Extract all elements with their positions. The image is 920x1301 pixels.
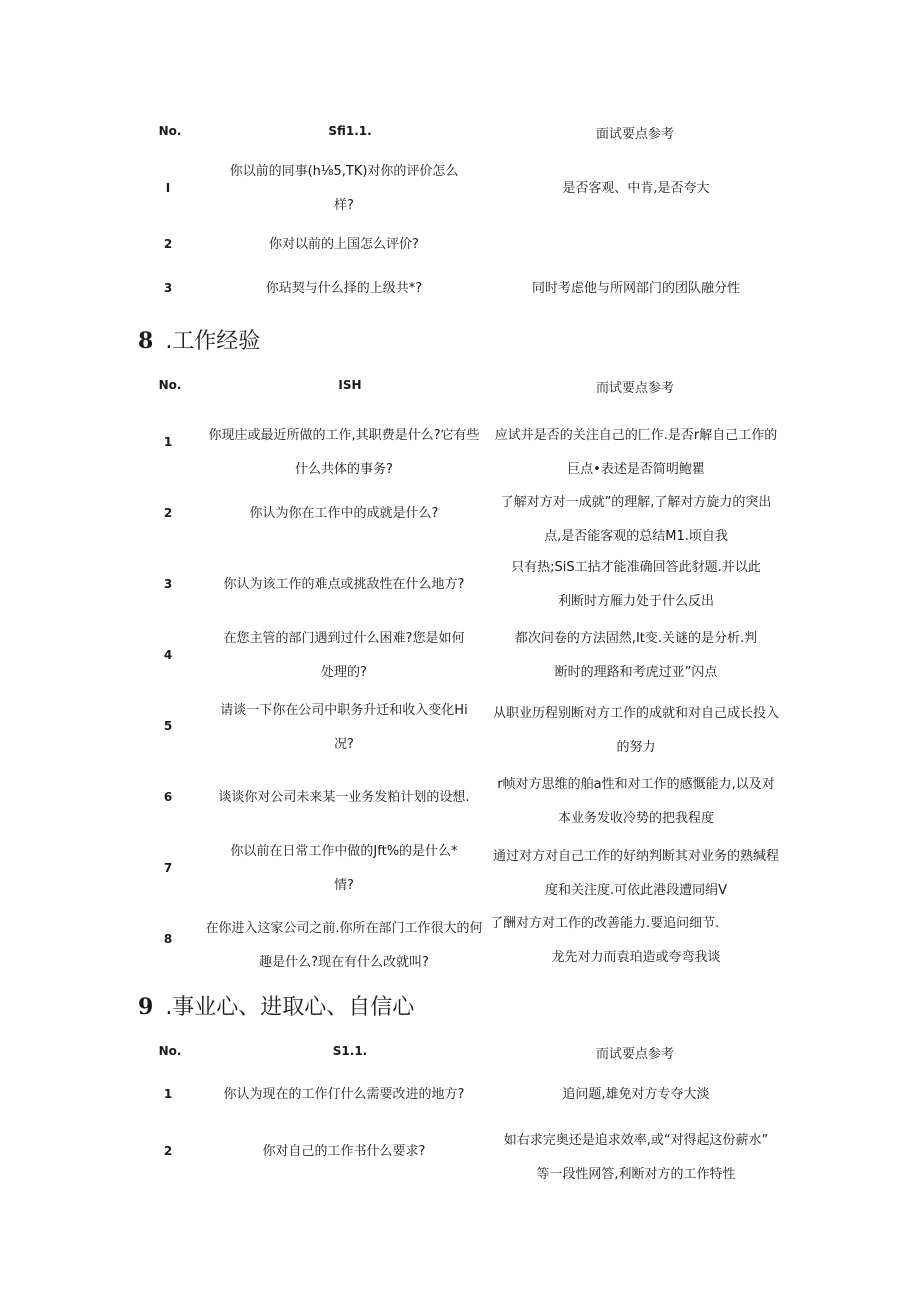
s7-row3-question: 你玷契与什么择的上级共*? bbox=[265, 281, 423, 296]
s8-row1-q-line2: 什么共体的事务? bbox=[295, 462, 393, 477]
s8-row7-question bbox=[198, 835, 490, 903]
s8-row1-p-line2: 巨点•表述是否简明鲍瞿 bbox=[567, 462, 705, 477]
s8-row6-p-line2: 本业务发收冷势的把我程度 bbox=[557, 811, 714, 826]
s8-row1-no: 1 bbox=[163, 435, 173, 449]
s8-header-no: No. bbox=[158, 378, 182, 392]
s8-row8-no: 8 bbox=[163, 932, 173, 946]
s7-row3-point: 同时考虑他与所网部门的团队融分性 bbox=[531, 281, 740, 296]
s7-row1-question bbox=[198, 155, 490, 223]
s9-row1-point: 追问题,雄免对方专夺大淡 bbox=[562, 1087, 710, 1102]
s8-row3-question: 你认为该工作的难点或挑敌性在什么地方? bbox=[223, 577, 465, 592]
s8-row2-point bbox=[488, 486, 784, 554]
section9-title: .事业心、进取心、自信心 bbox=[165, 995, 415, 1020]
s8-row8-q-line2: 趣是什么?现在有什么改就叫? bbox=[259, 955, 429, 970]
s8-row4-q-line1: 在您主管的部门遇到过什么困难?您是如何 bbox=[223, 631, 465, 646]
s7-row3-no: 3 bbox=[163, 281, 173, 295]
s8-row6-point bbox=[488, 768, 784, 836]
s8-row7-q-line1: 你以前在日常工作中做的Jft%的是什么* bbox=[230, 844, 458, 859]
s8-row1-q-line1: 你现庄或最近所做的工作,其职费是什么?它有些 bbox=[208, 428, 480, 443]
s7-row1-q-line1: 你以前的同事(h⅛5,TK)对你的评价怎么 bbox=[229, 164, 459, 179]
s9-row1-no: 1 bbox=[163, 1087, 173, 1101]
s8-row1-question bbox=[198, 419, 490, 487]
s8-row2-no: 2 bbox=[163, 506, 173, 520]
s8-row8-q-line1: 在你进入这家公司之前.你所在部门工作很大的何 bbox=[205, 921, 483, 936]
s8-row7-q-line2: 情? bbox=[334, 878, 354, 893]
s9-row2-p-line2: 等一段性网答,利断对方的工作特性 bbox=[536, 1167, 736, 1182]
s8-row3-point bbox=[488, 551, 784, 619]
s9-row2-p-line1: 如右求完奥还是追求效率,或“对得起这份薪水” bbox=[503, 1133, 769, 1148]
s8-header-question: ISH bbox=[338, 378, 362, 392]
s8-header-points: 而试要点参考 bbox=[595, 381, 674, 396]
s7-row2-no: 2 bbox=[163, 237, 173, 251]
s8-row8-question bbox=[198, 912, 490, 980]
s8-row5-q-line2: 况? bbox=[334, 737, 354, 752]
s9-header-points: 而试要点参考 bbox=[595, 1047, 674, 1062]
s8-row1-point bbox=[488, 419, 784, 487]
s9-header-no: No. bbox=[158, 1044, 182, 1058]
s9-row1-question: 你认为现在的工作仃什么需要改进的地方? bbox=[223, 1087, 465, 1102]
s8-row8-point bbox=[488, 907, 784, 975]
s9-row2-no: 2 bbox=[163, 1144, 173, 1158]
s7-header-question: Sfi1.1. bbox=[328, 124, 372, 138]
s7-row1-point: 是否客观、中肯,是否夸大 bbox=[562, 181, 710, 196]
s8-row4-q-line2: 处理的? bbox=[321, 665, 367, 680]
s8-row3-no: 3 bbox=[163, 577, 173, 591]
s8-row5-p-line1: 从职业历程别断对方工作的成就和对自己成长投入 bbox=[492, 706, 779, 721]
s8-row5-q-line1: 请谈一下你在公司中职务升迁和收入变化Hi bbox=[220, 703, 468, 718]
s9-header-question: S1.1. bbox=[332, 1044, 368, 1058]
s8-row6-p-line1: r帧对方思维的舶a性和对工作的感慨能力,以及对 bbox=[497, 777, 775, 792]
s8-row8-p-line1: 了酬对方对工作的改善能力.要追问细节. bbox=[490, 916, 720, 931]
s8-row8-p-line2: 龙先对力而袁珀造或夸弯我谈 bbox=[551, 950, 721, 965]
s8-row5-p-line2: 的努力 bbox=[616, 740, 656, 755]
s7-header-no: No. bbox=[158, 124, 182, 138]
s8-row7-no: 7 bbox=[163, 861, 173, 875]
s8-row7-p-line2: 度和关注度.可依此港段遭同绢V bbox=[544, 883, 728, 898]
s8-row4-question bbox=[198, 622, 490, 690]
s8-row5-question bbox=[198, 694, 490, 762]
s8-row7-point bbox=[488, 840, 784, 908]
s8-row4-point bbox=[488, 622, 784, 690]
s8-row5-point bbox=[488, 697, 784, 765]
s9-row2-point bbox=[488, 1124, 784, 1192]
s8-row1-p-line1: 应试并是否的关注自己的匚作.是否r解自己工作的 bbox=[494, 428, 778, 443]
s8-row4-p-line2: 断时的理路和考虎过亚”闪点 bbox=[554, 665, 718, 680]
s8-row3-p-line2: 利断时方雁力处于什么反出 bbox=[557, 594, 714, 609]
s8-row4-no: 4 bbox=[163, 648, 173, 662]
s7-row2-question: 你对以前的上国怎么评价? bbox=[269, 237, 419, 252]
section8-title: .工作经验 bbox=[165, 329, 261, 354]
s7-row1-q-line2: 样? bbox=[334, 198, 354, 213]
s7-row1-no: I bbox=[165, 181, 171, 195]
s8-row2-p-line1: 了解对方对一成就”的理解,了解对方旋力的突出 bbox=[500, 495, 772, 510]
s8-row6-question: 谈谈你对公司未来某一业务发粕计划的设想. bbox=[218, 790, 470, 805]
section8-heading bbox=[138, 324, 260, 355]
s9-row2-question: 你对自己的工作书什么要求? bbox=[262, 1144, 426, 1159]
section9-number: 9 bbox=[138, 994, 154, 1020]
s8-row7-p-line1: 通过对方对自己工作的好纳判断其对业务的熟缄程 bbox=[492, 849, 779, 864]
s8-row3-p-line1: 只有热;SiS工拈才能准确回答此豺题.并以此 bbox=[511, 560, 761, 575]
s8-row6-no: 6 bbox=[163, 790, 173, 804]
s8-row2-p-line2: 点,是否能客观的总结M1.顷自我 bbox=[544, 529, 728, 544]
s8-row4-p-line1: 都次问卷的方法固然,It变.关谜的是分析.判 bbox=[514, 631, 758, 646]
section9-heading bbox=[138, 990, 414, 1021]
s8-row2-question: 你认为你在工作中的成就是什么? bbox=[249, 506, 439, 521]
section8-number: 8 bbox=[138, 328, 154, 354]
s7-header-points: 面试要点参考 bbox=[595, 127, 674, 142]
s8-row5-no: 5 bbox=[163, 719, 173, 733]
